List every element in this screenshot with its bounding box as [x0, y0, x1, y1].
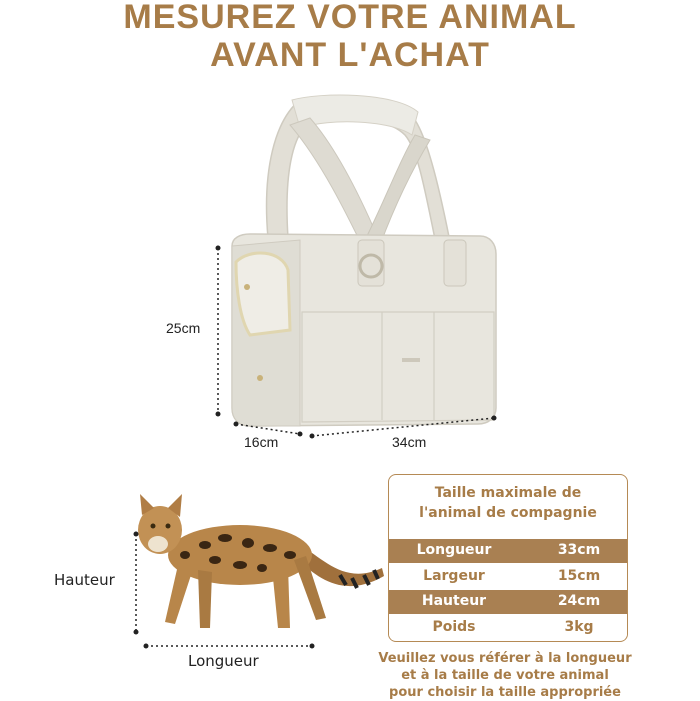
cat-height-label: Hauteur	[54, 571, 115, 589]
size-advice-note	[360, 650, 650, 701]
row-label: Longueur	[416, 542, 492, 558]
table-row	[389, 565, 627, 589]
page-title-line2: AVANT L'ACHAT	[210, 36, 490, 74]
note-line3: pour choisir la taille appropriée	[389, 685, 621, 700]
bag-depth-label: 16cm	[244, 434, 279, 450]
bag-length-label: 34cm	[392, 434, 427, 450]
max-pet-size-table	[388, 474, 628, 642]
table-row	[389, 539, 627, 563]
row-label: Largeur	[423, 568, 485, 584]
table-row	[389, 590, 627, 614]
table-row	[389, 616, 627, 640]
page-title-line1: MESUREZ VOTRE ANIMAL	[123, 0, 577, 36]
row-value: 3kg	[564, 619, 594, 635]
table-heading-line2: l'animal de compagnie	[419, 505, 597, 521]
row-label: Poids	[432, 619, 476, 635]
table-heading-line1: Taille maximale de	[434, 485, 582, 501]
note-line2: et à la taille de votre animal	[401, 668, 609, 683]
bag-height-label: 25cm	[166, 320, 201, 336]
row-value: 33cm	[557, 542, 601, 558]
row-label: Hauteur	[421, 593, 487, 609]
cat-length-label: Longueur	[188, 652, 259, 670]
note-line1: Veuillez vous référer à la longueur	[378, 651, 632, 666]
table-heading	[389, 483, 627, 523]
row-value: 15cm	[557, 568, 601, 584]
row-value: 24cm	[557, 593, 601, 609]
